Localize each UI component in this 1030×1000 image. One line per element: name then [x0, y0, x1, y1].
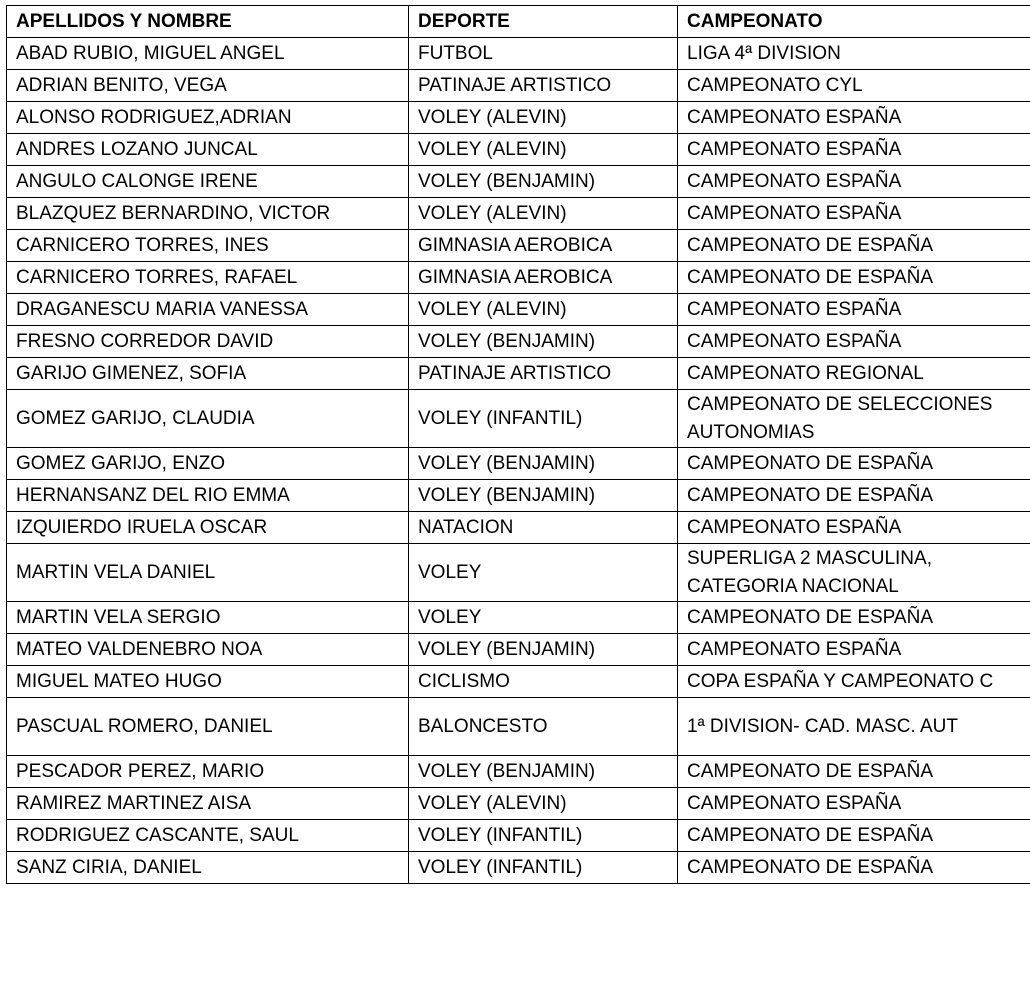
cell-sport: VOLEY (BENJAMIN)	[409, 448, 678, 480]
cell-championship: CAMPEONATO DE ESPAÑA	[678, 262, 1030, 294]
cell-name: GOMEZ GARIJO, CLAUDIA	[7, 390, 409, 448]
header-row	[7, 6, 1030, 38]
cell-sport: PATINAJE ARTISTICO	[409, 358, 678, 390]
cell-name: PESCADOR PEREZ, MARIO	[7, 756, 409, 788]
table-row	[7, 390, 1030, 448]
cell-name: GOMEZ GARIJO, ENZO	[7, 448, 409, 480]
table-row	[7, 326, 1030, 358]
cell-name: GARIJO GIMENEZ, SOFIA	[7, 358, 409, 390]
table-row	[7, 480, 1030, 512]
cell-championship: CAMPEONATO ESPAÑA	[678, 134, 1030, 166]
table-row	[7, 358, 1030, 390]
cell-championship: CAMPEONATO DE ESPAÑA	[678, 480, 1030, 512]
cell-name: MATEO VALDENEBRO NOA	[7, 634, 409, 666]
table-row	[7, 788, 1030, 820]
table-row	[7, 70, 1030, 102]
cell-sport: VOLEY (BENJAMIN)	[409, 634, 678, 666]
cell-championship: CAMPEONATO ESPAÑA	[678, 198, 1030, 230]
athletes-table	[6, 5, 1030, 884]
cell-sport: VOLEY	[409, 602, 678, 634]
cell-name: FRESNO CORREDOR DAVID	[7, 326, 409, 358]
cell-championship: 1ª DIVISION- CAD. MASC. AUT	[678, 698, 1030, 756]
cell-championship: CAMPEONATO DE ESPAÑA	[678, 602, 1030, 634]
table-row	[7, 756, 1030, 788]
cell-name: CARNICERO TORRES, INES	[7, 230, 409, 262]
cell-championship: CAMPEONATO ESPAÑA	[678, 166, 1030, 198]
cell-sport: VOLEY (ALEVIN)	[409, 134, 678, 166]
cell-name: PASCUAL ROMERO, DANIEL	[7, 698, 409, 756]
cell-name: ABAD RUBIO, MIGUEL ANGEL	[7, 38, 409, 70]
table-row	[7, 634, 1030, 666]
table-row	[7, 544, 1030, 602]
table-row	[7, 448, 1030, 480]
cell-sport: VOLEY (INFANTIL)	[409, 390, 678, 448]
cell-sport: VOLEY (INFANTIL)	[409, 820, 678, 852]
cell-championship: CAMPEONATO DE ESPAÑA	[678, 756, 1030, 788]
cell-sport: FUTBOL	[409, 38, 678, 70]
table-row	[7, 512, 1030, 544]
cell-name: SANZ CIRIA, DANIEL	[7, 852, 409, 884]
cell-championship: CAMPEONATO CYL	[678, 70, 1030, 102]
cell-sport: VOLEY (ALEVIN)	[409, 294, 678, 326]
table-row	[7, 852, 1030, 884]
table-row	[7, 294, 1030, 326]
cell-championship: CAMPEONATO ESPAÑA	[678, 294, 1030, 326]
cell-sport: PATINAJE ARTISTICO	[409, 70, 678, 102]
cell-championship: CAMPEONATO DE SELECCIONES AUTONOMIAS	[678, 390, 1030, 448]
cell-name: DRAGANESCU MARIA VANESSA	[7, 294, 409, 326]
cell-sport: CICLISMO	[409, 666, 678, 698]
cell-championship: COPA ESPAÑA Y CAMPEONATO C	[678, 666, 1030, 698]
table-row	[7, 230, 1030, 262]
cell-sport: VOLEY (ALEVIN)	[409, 102, 678, 134]
cell-championship: CAMPEONATO ESPAÑA	[678, 634, 1030, 666]
table-row	[7, 698, 1030, 756]
table-row	[7, 166, 1030, 198]
header-name: APELLIDOS Y NOMBRE	[7, 6, 409, 38]
sheet	[6, 5, 1030, 884]
cell-name: CARNICERO TORRES, RAFAEL	[7, 262, 409, 294]
cell-name: RAMIREZ MARTINEZ AISA	[7, 788, 409, 820]
cell-championship: SUPERLIGA 2 MASCULINA, CATEGORIA NACIONAL	[678, 544, 1030, 602]
cell-name: IZQUIERDO IRUELA OSCAR	[7, 512, 409, 544]
header-sport: DEPORTE	[409, 6, 678, 38]
cell-sport: VOLEY (BENJAMIN)	[409, 480, 678, 512]
table-row	[7, 262, 1030, 294]
table-row	[7, 102, 1030, 134]
cell-name: MIGUEL MATEO HUGO	[7, 666, 409, 698]
cell-name: HERNANSANZ DEL RIO EMMA	[7, 480, 409, 512]
cell-championship: CAMPEONATO ESPAÑA	[678, 512, 1030, 544]
cell-name: ANGULO CALONGE IRENE	[7, 166, 409, 198]
table-row	[7, 198, 1030, 230]
header-championship: CAMPEONATO	[678, 6, 1030, 38]
cell-sport: VOLEY (INFANTIL)	[409, 852, 678, 884]
cell-sport: VOLEY (ALEVIN)	[409, 788, 678, 820]
cell-sport: VOLEY	[409, 544, 678, 602]
cell-championship: CAMPEONATO ESPAÑA	[678, 102, 1030, 134]
cell-sport: GIMNASIA AEROBICA	[409, 262, 678, 294]
cell-sport: VOLEY (ALEVIN)	[409, 198, 678, 230]
table-row	[7, 820, 1030, 852]
cell-sport: NATACION	[409, 512, 678, 544]
table-row	[7, 602, 1030, 634]
cell-sport: VOLEY (BENJAMIN)	[409, 756, 678, 788]
table-row	[7, 666, 1030, 698]
cell-championship: CAMPEONATO DE ESPAÑA	[678, 230, 1030, 262]
cell-name: MARTIN VELA DANIEL	[7, 544, 409, 602]
cell-name: RODRIGUEZ CASCANTE, SAUL	[7, 820, 409, 852]
cell-name: BLAZQUEZ BERNARDINO, VICTOR	[7, 198, 409, 230]
table-row	[7, 134, 1030, 166]
cell-name: MARTIN VELA SERGIO	[7, 602, 409, 634]
cell-championship: CAMPEONATO REGIONAL	[678, 358, 1030, 390]
cell-sport: BALONCESTO	[409, 698, 678, 756]
cell-name: ANDRES LOZANO JUNCAL	[7, 134, 409, 166]
cell-name: ADRIAN BENITO, VEGA	[7, 70, 409, 102]
cell-championship: CAMPEONATO ESPAÑA	[678, 326, 1030, 358]
cell-championship: CAMPEONATO DE ESPAÑA	[678, 852, 1030, 884]
cell-sport: GIMNASIA AEROBICA	[409, 230, 678, 262]
cell-championship: LIGA 4ª DIVISION	[678, 38, 1030, 70]
cell-name: ALONSO RODRIGUEZ,ADRIAN	[7, 102, 409, 134]
table-row	[7, 38, 1030, 70]
cell-championship: CAMPEONATO DE ESPAÑA	[678, 448, 1030, 480]
cell-sport: VOLEY (BENJAMIN)	[409, 326, 678, 358]
cell-championship: CAMPEONATO DE ESPAÑA	[678, 820, 1030, 852]
cell-sport: VOLEY (BENJAMIN)	[409, 166, 678, 198]
cell-championship: CAMPEONATO ESPAÑA	[678, 788, 1030, 820]
